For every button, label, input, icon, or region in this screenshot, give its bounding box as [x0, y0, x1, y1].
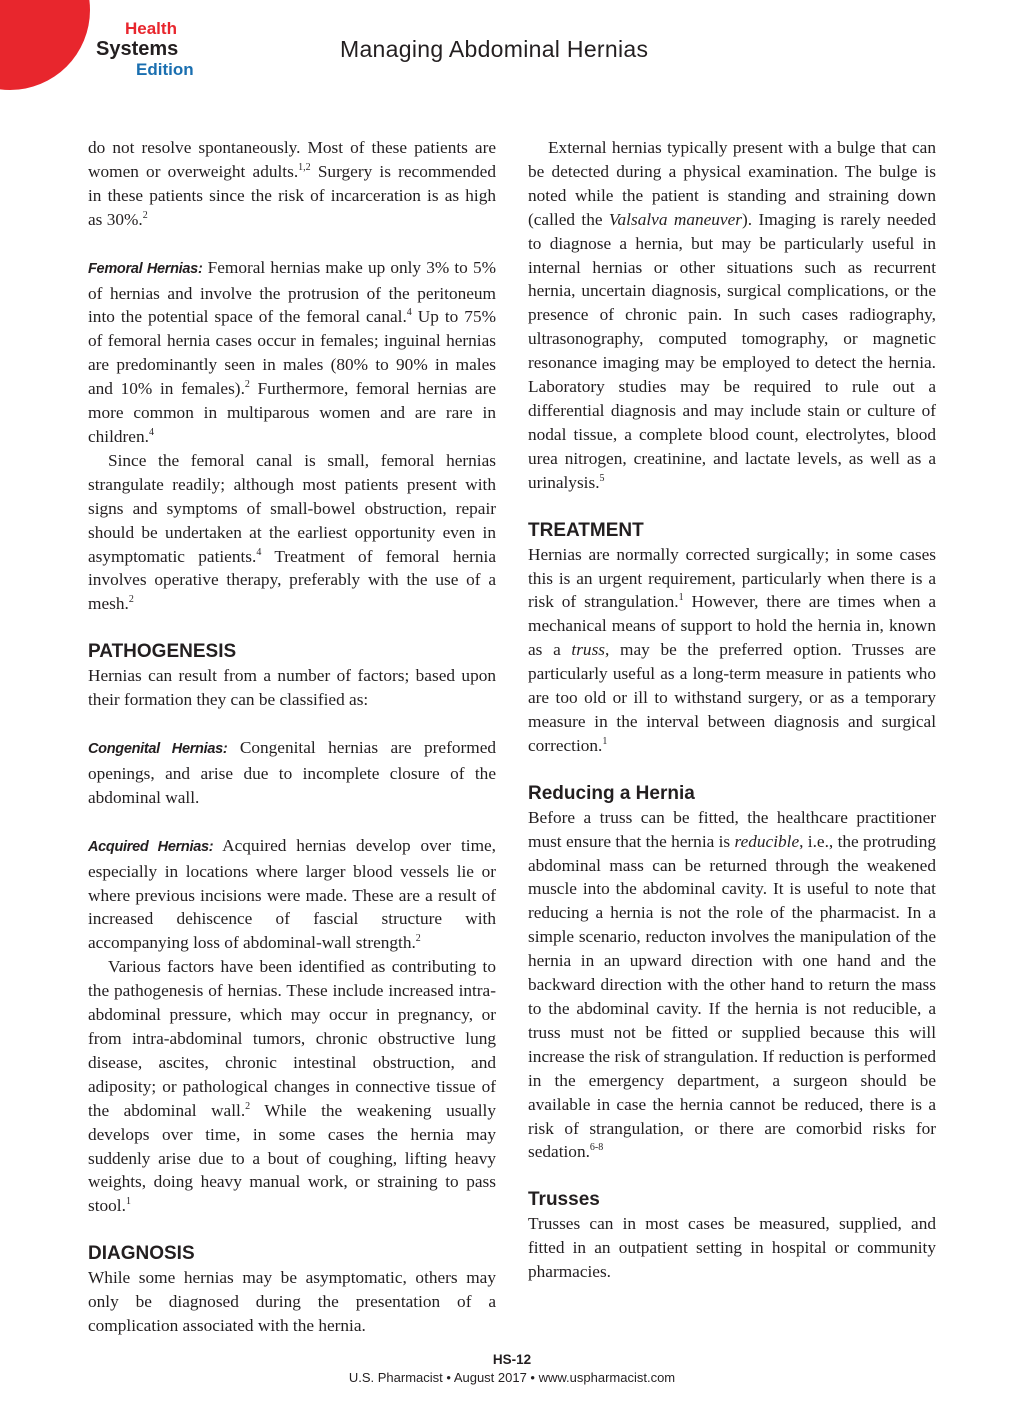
- femoral-paragraph: Femoral Hernias: Femoral hernias make up only 3% to 5% of hernias and involve the protrusion of the peritoneum into the potential space of the femoral canal.$^4$ Up to 75% of femoral hernia cases occur in females; inguinal hernias are predominantly seen in males (80% to 90% in males and 10% in females).$^2$ Furthermore, femoral hernias are more common in multiparous women and are rare in children.$^4$: [88, 257, 496, 446]
- pathogenesis-paragraph: Hernias can result from a number of factors; based upon their formation they can be classified as:: [88, 666, 496, 710]
- external-hernias-paragraph: External hernias typically present with a bulge that can be detected during a physical examination. The bulge is noted while the patient is standing and straining down (called the Valsalva maneuver). Imaging is rarely needed to diagnose a hernia, but may be particularly useful in internal hernias or other situations such as recurrent hernia, uncertain diagnosis, surgical complications, or the presence of chronic pain. In such cases radiography, ultrasonography, computed tomography, or magnetic resonance imaging may be employed to detect the hernia. Laboratory studies may be required to rule out a differential diagnosis and may include stain or culture of nodal tissue, a complete blood count, electrolytes, blood urea nitrogen, creatinine, and lactate levels, as well as a urinalysis.$^5$: [528, 138, 936, 492]
- femoral-paragraph-2: Since the femoral canal is small, femoral hernias strangulate readily; although most patients present with signs and symptoms of small-bowel obstruction, repair should be undertaken at the earliest opportunity even in asymptomatic patients.$^4$ Treatment of femoral hernia involves operative therapy, preferably with the use of a mesh.$^2$: [88, 450, 496, 614]
- edition-logo: [96, 20, 194, 78]
- treatment-paragraph: Hernias are normally corrected surgically; in some cases this is an urgent requirement, particularly when there is a risk of strangulation.$^1$ However, there are times when a mechanical means of support to hold the hernia in, known as a truss, may be the preferred option. Trusses are particularly useful as a long-term measure in patients who are too old or ill to withstand surgery, or as a temporary measure in the interval between diagnosis and surgical correction.$^1$: [528, 544, 937, 755]
- page-number: HS-12: [492, 1352, 532, 1367]
- logo-edition: Edition: [136, 60, 194, 79]
- femoral-label: Femoral Hernias:: [88, 260, 203, 277]
- congenital-paragraph: Congenital Hernias: Congenital hernias are preformed openings, and arise due to incomplete closure of the abdominal wall.: [88, 738, 497, 807]
- congenital-label: Congenital Hernias:: [88, 741, 228, 758]
- page-title: Managing Abdominal Hernias: [340, 36, 649, 62]
- trusses-heading: Trusses: [528, 1189, 600, 1211]
- acquired-paragraph: Acquired Hernias: Acquired hernias develop over time, especially in locations where larger blood vessels lie or where previous incisions were made. These are a result of increased dehiscence of fascial structure with accompanying loss of abdominal-wall strength.$^2$: [88, 835, 496, 953]
- intro-paragraph: do not resolve spontaneously. Most of these patients are women or overweight adults.$^{1,2}$ Surgery is recommended in these patients since the risk of incarceration is as high as 30%.$^2$: [88, 138, 496, 229]
- corner-circle-decoration: [0, 0, 90, 90]
- footer-citation: U.S. Pharmacist • August 2017 • www.uspharmacist.com: [348, 1370, 676, 1385]
- diagnosis-heading: DIAGNOSIS: [88, 1243, 195, 1265]
- right-column: [528, 136, 936, 1284]
- diagnosis-paragraph: While some hernias may be asymptomatic, others may only be diagnosed during the presentation of a complication associated with the hernia.: [88, 1268, 496, 1336]
- left-column: [88, 136, 496, 1338]
- trusses-paragraph: Trusses can in most cases be measured, supplied, and fitted in an outpatient setting in hospital or community pharmacies.: [528, 1214, 936, 1282]
- reducing-paragraph: Before a truss can be fitted, the healthcare practitioner must ensure that the hernia is reducible, i.e., the protruding abdominal mass can be returned through the weakened muscle into the abdominal cavity. It is useful to note that reducing a hernia is not the role of the pharmacist. In a simple scenario, reducton involves the manipulation of the hernia in an upward direction with one hand and the backward direction with the other hand to return the mass to the abdominal cavity. If the hernia is not reducible, a truss must not be fitted or supplied because this will increase the risk of strangulation. If reduction is performed in the emergency department, a surgeon should be available in case the hernia cannot be reduced, there is a risk of strangulation, or there are comorbid risks for sedation.$^{6-8}$: [528, 807, 936, 1162]
- reducing-heading: Reducing a Hernia: [528, 782, 695, 804]
- logo-systems: Systems: [96, 38, 179, 60]
- pathogenesis-heading: PATHOGENESIS: [88, 641, 237, 663]
- logo-health: Health: [125, 19, 177, 38]
- treatment-heading: TREATMENT: [528, 519, 644, 541]
- factors-paragraph: Various factors have been identified as contributing to the pathogenesis of hernias. These include increased intra-abdominal pressure, which may occur in pregnancy, or from intra-abdominal tumors, chronic obstructive lung disease, ascites, chronic intestinal obstruction, and adiposity; or pathological changes in connective tissue of the abdominal wall.$^2$ While the weakening usually develops over time, in some cases the hernia may suddenly arise due to a bout of coughing, lifting heavy weights, doing heavy manual work, or straining to pass stool.$^1$: [88, 957, 496, 1216]
- acquired-label: Acquired Hernias:: [88, 838, 214, 855]
